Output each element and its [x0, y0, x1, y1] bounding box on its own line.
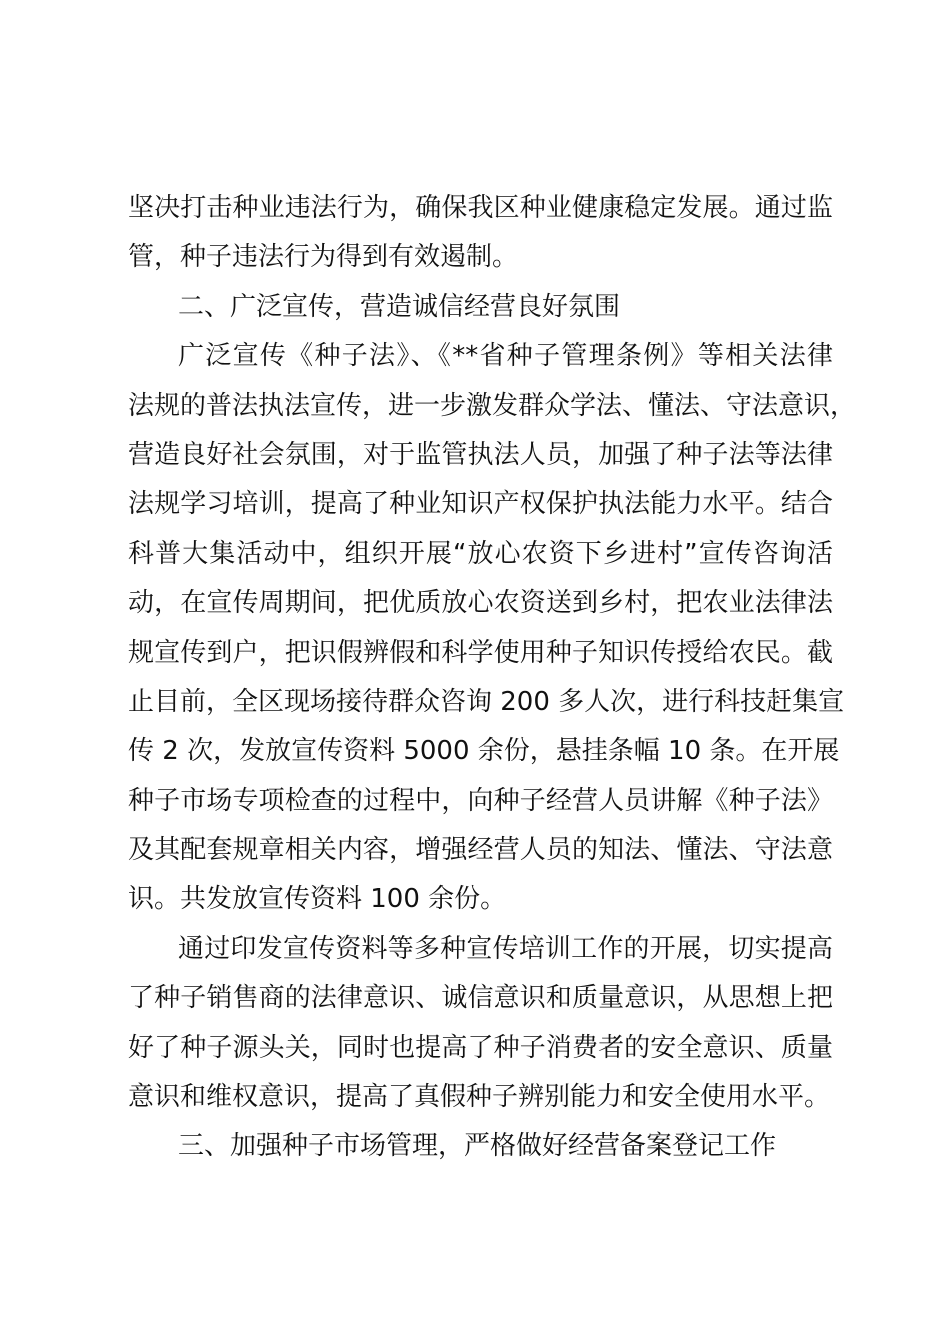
paragraph-line: 营造良好社会氛围，对于监管执法人员，加强了种子法等法律 [128, 439, 833, 470]
paragraph-line: 法规学习培训，提高了种业知识产权保护执法能力水平。结合 [128, 489, 833, 520]
paragraph-line: 通过印发宣传资料等多种宣传培训工作的开展，切实提高 [178, 933, 833, 964]
paragraph-line: 种子市场专项检查的过程中，向种子经营人员讲解《种子法》 [128, 785, 833, 816]
paragraph-line: 动，在宣传周期间，把优质放心农资送到乡村，把农业法律法 [128, 588, 833, 619]
paragraph-line: 及其配套规章相关内容，增强经营人员的知法、懂法、守法意 [128, 835, 833, 866]
paragraph-line: 好了种子源头关，同时也提高了种子消费者的安全意识、质量 [128, 1032, 833, 1063]
paragraph-line: 法规的普法执法宣传，进一步激发群众学法、懂法、守法意识， [128, 390, 857, 421]
paragraph-line: 了种子销售商的法律意识、诚信意识和质量意识，从思想上把 [128, 983, 833, 1014]
paragraph-line: 管，种子违法行为得到有效遏制。 [128, 242, 519, 273]
section-heading-3: 三、加强种子市场管理，严格做好经营备案登记工作 [178, 1131, 777, 1162]
section-heading-2: 二、广泛宣传，营造诚信经营良好氛围 [178, 291, 621, 322]
paragraph-line: 规宣传到户，把识假辨假和科学使用种子知识传授给农民。截 [128, 637, 833, 668]
paragraph-line: 传 2 次，发放宣传资料 5000 余份，悬挂条幅 10 条。在开展 [128, 736, 840, 767]
paragraph-line: 广泛宣传《种子法》、《**省种子管理条例》等相关法律 [178, 341, 833, 372]
paragraph-line: 坚决打击种业违法行为，确保我区种业健康稳定发展。通过监 [128, 193, 833, 223]
paragraph-line: 止目前，全区现场接待群众咨询 200 多人次，进行科技赶集宣 [128, 686, 845, 717]
paragraph-line: 意识和维权意识，提高了真假种子辨别能力和安全使用水平。 [128, 1082, 831, 1113]
document-body [128, 184, 857, 1172]
paragraph-line: 科普大集活动中，组织开展“放心农资下乡进村”宣传咨询活 [128, 538, 833, 569]
paragraph-line: 识。共发放宣传资料 100 余份。 [128, 884, 507, 915]
